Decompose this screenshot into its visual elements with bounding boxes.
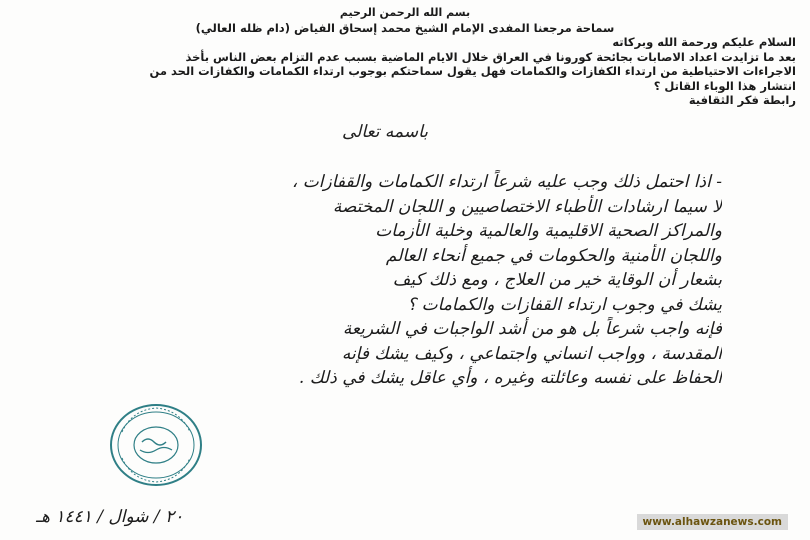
answer-line: والمراكز الصحية الاقليمية والعالمية وخلية الأزمات bbox=[375, 221, 722, 241]
answer-line: فإنه واجب شرعاً بل هو من أشد الواجبات في الشريعة bbox=[342, 319, 722, 339]
questioner-signature: رابطة فكر الثقافية bbox=[688, 93, 796, 107]
basmala: بسم الله الرحمن الرحيم bbox=[339, 6, 471, 19]
answer-line: - اذا احتمل ذلك وجب عليه شرعاً ارتداء الكمامات والقفازات ، bbox=[291, 172, 722, 192]
answer-line: بشعار أن الوقاية خير من العلاج ، ومع ذلك كيف bbox=[392, 270, 722, 290]
typed-question bbox=[14, 6, 796, 108]
answer-heading bbox=[0, 122, 810, 142]
question-line-3: انتشار هذا الوباء القاتل ؟ bbox=[653, 78, 796, 93]
answer-date: ٢٠ / شوال / ١٤٤١ هـ bbox=[36, 507, 184, 527]
handwritten-answer bbox=[74, 170, 722, 391]
answer-line: واللجان الأمنية والحكومات في جميع أنحاء العالم bbox=[385, 245, 722, 266]
question-line-2: الاجراءات الاحتياطية من ارتداء الكفازات والكمامات فهل يقول سماحتكم بوجوب ارتداء الكمامات والكفازات الحد من bbox=[149, 64, 796, 78]
answer-line: الحفاظ على نفسه وعائلته وغيره ، وأي عاقل يشك في ذلك . bbox=[298, 368, 722, 388]
answer-heading-text: باسمه تعالى bbox=[342, 122, 428, 142]
greeting-line: السلام عليكم ورحمة الله وبركاته bbox=[612, 35, 796, 49]
office-seal-icon bbox=[108, 402, 204, 488]
answer-line: يشك في وجوب ارتداء القفازات والكمامات ؟ bbox=[407, 294, 722, 315]
addressee-line: سماحة مرجعنا المفدى الإمام الشيخ محمد إسحاق الفياض (دام ظله العالي) bbox=[195, 20, 615, 35]
answer-line: المقدسة ، وواجب انساني واجتماعي ، وكيف يشك فإنه bbox=[341, 343, 722, 364]
question-line-1: بعد ما تزايدت اعداد الاصابات بجائحة كورونا في العراق خلال الايام الماضية بسبب عدم التزام بعض الناس بأخذ bbox=[185, 49, 796, 64]
answer-line: لا سيما ارشادات الأطباء الاختصاصيين و اللجان المختصة bbox=[332, 196, 722, 217]
source-watermark: www.alhawzanews.com bbox=[637, 514, 788, 530]
